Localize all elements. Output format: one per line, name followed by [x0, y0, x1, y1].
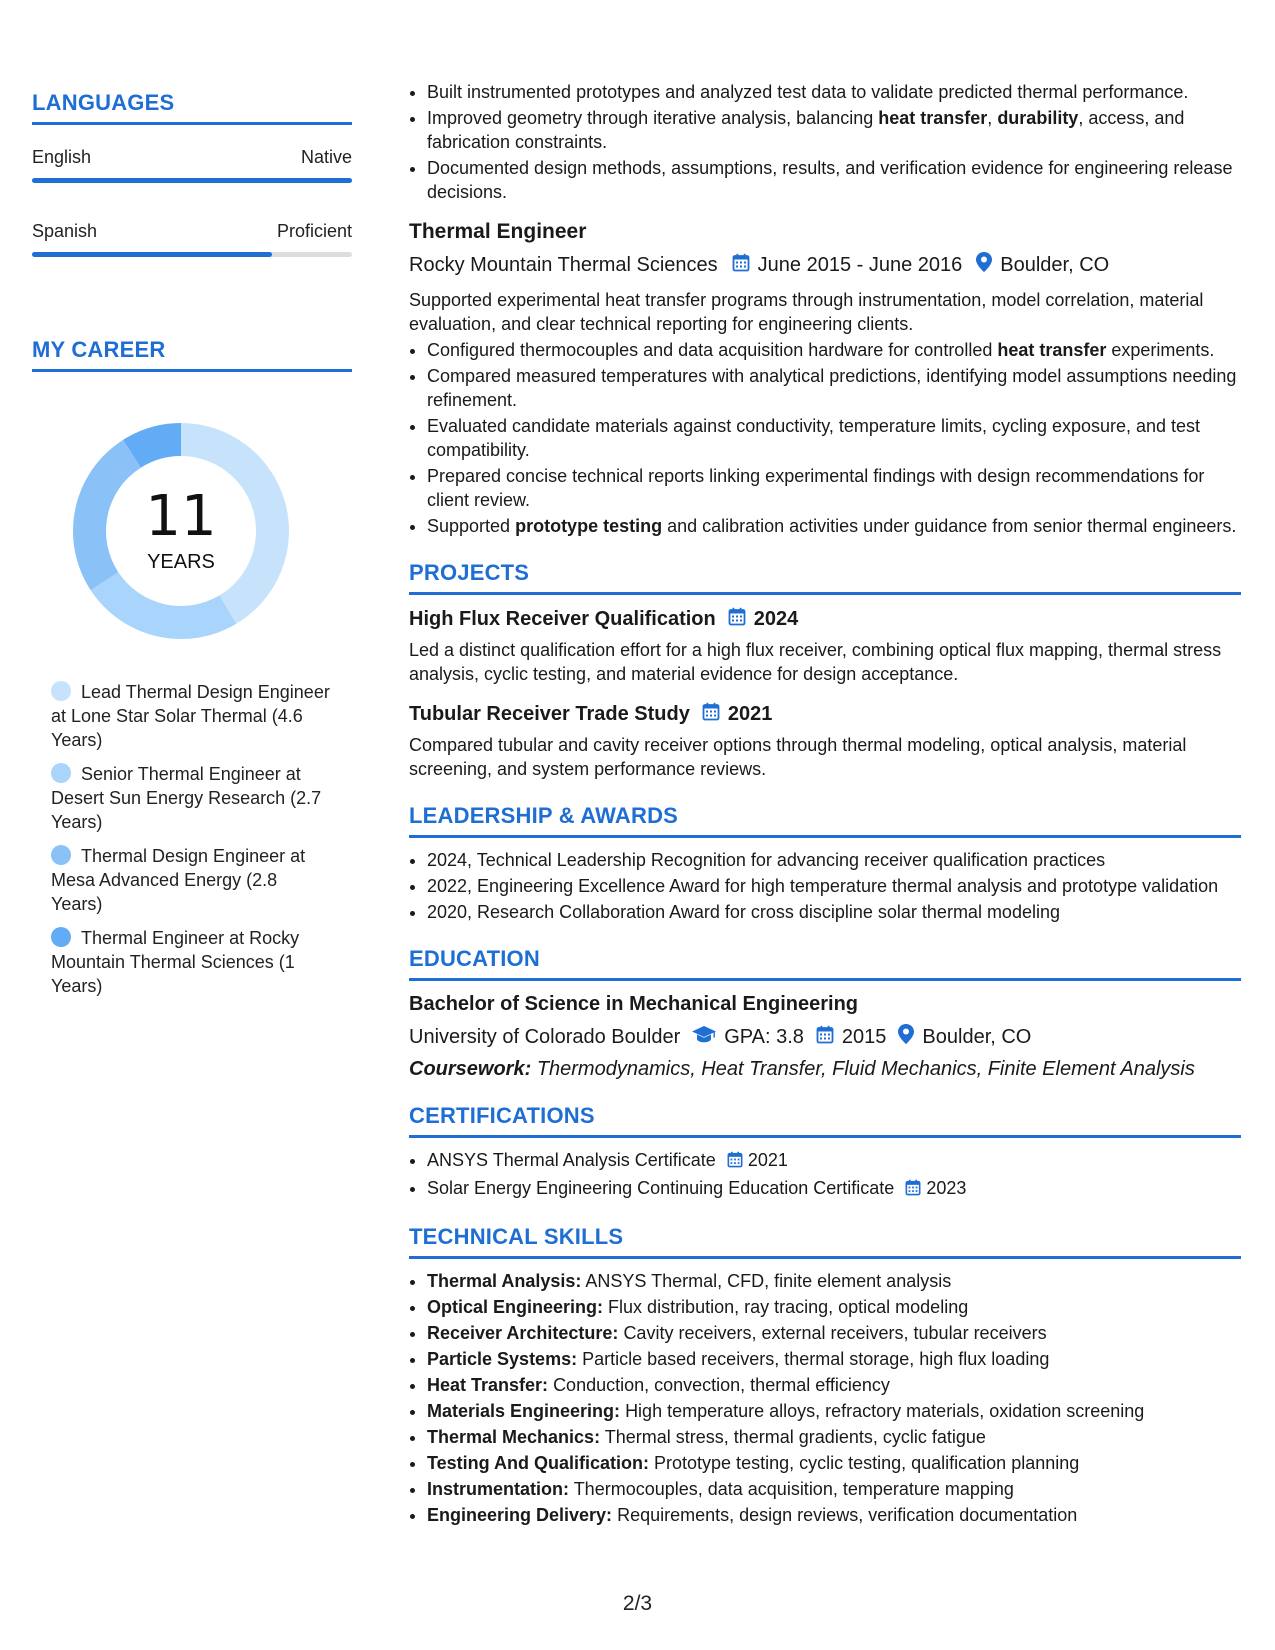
- bullet-item: • Documented design methods, assumptions, results, and verification evidence for engineering release decisions.: [427, 156, 1241, 204]
- projects-heading: PROJECTS: [409, 560, 1241, 595]
- project-year: 2021: [727, 703, 773, 725]
- previous-job-bullets: [409, 80, 1241, 204]
- location-pin-icon: [898, 1024, 914, 1050]
- legend-item: [51, 844, 331, 916]
- calendar-icon: [728, 607, 746, 632]
- legend-label: Thermal Design Engineer at Mesa Advanced Energy (2.8 Years): [51, 846, 306, 914]
- project-title: [409, 702, 1241, 727]
- coursework-label: Coursework:: [409, 1058, 532, 1080]
- project-name: High Flux Receiver Qualification: [409, 608, 716, 630]
- certification-item: • Solar Energy Engineering Continuing Education Certificate 2023: [427, 1176, 1241, 1202]
- certifications-heading: CERTIFICATIONS: [409, 1103, 1241, 1138]
- job-summary: Supported experimental heat transfer programs through instrumentation, model correlation, material evaluation, and clear technical reporting for engineering clients.: [409, 290, 1204, 334]
- language-item: [32, 147, 352, 183]
- education-location: Boulder, CO: [922, 1025, 1032, 1048]
- award-item: • 2022, Engineering Excellence Award for high temperature thermal analysis and prototype validation: [427, 874, 1241, 898]
- skill-item: • Optical Engineering: Flux distribution, ray tracing, optical modeling: [427, 1295, 1241, 1319]
- education-heading: EDUCATION: [409, 946, 1241, 981]
- bullet-item: • Improved geometry through iterative analysis, balancing heat transfer, durability, access, and fabrication constraints.: [427, 106, 1241, 154]
- project-title: [409, 607, 1241, 632]
- project-name: Tubular Receiver Trade Study: [409, 703, 690, 725]
- location-pin-icon: [976, 252, 992, 278]
- legend-item: [51, 926, 331, 998]
- calendar-icon: [727, 1150, 743, 1174]
- legend-dot: [51, 927, 71, 947]
- legend-label: Senior Thermal Engineer at Desert Sun Energy Research (2.7 Years): [51, 764, 322, 832]
- certification-item: • ANSYS Thermal Analysis Certificate 2021: [427, 1148, 1241, 1174]
- awards-list: [409, 848, 1241, 924]
- language-level: Proficient: [276, 221, 352, 241]
- skill-item: • Instrumentation: Thermocouples, data acquisition, temperature mapping: [427, 1477, 1241, 1501]
- legend-dot: [51, 681, 71, 701]
- skill-item: • Testing And Qualification: Prototype testing, cyclic testing, qualification planning: [427, 1451, 1241, 1475]
- legend-item: [51, 762, 331, 834]
- page-number: 2/3: [622, 1592, 653, 1615]
- award-item: • 2024, Technical Leadership Recognition for advancing receiver qualification practices: [427, 848, 1241, 872]
- language-bar-fill: [32, 252, 272, 257]
- language-name: English: [32, 147, 92, 167]
- gpa: GPA: 3.8: [724, 1025, 804, 1048]
- job-location: Boulder, CO: [1000, 253, 1110, 276]
- skills-list: [409, 1269, 1241, 1527]
- calendar-icon: [905, 1178, 921, 1202]
- award-item: • 2020, Research Collaboration Award for cross discipline solar thermal modeling: [427, 900, 1241, 924]
- language-item: [32, 221, 352, 257]
- calendar-icon: [816, 1025, 834, 1050]
- legend-dot: [51, 763, 71, 783]
- skills-section: [409, 1224, 1241, 1527]
- language-level: Native: [300, 147, 352, 167]
- job-bullets: [409, 338, 1241, 538]
- calendar-icon: [732, 253, 750, 278]
- career-section: [32, 337, 352, 998]
- job-meta: [409, 252, 1241, 278]
- coursework-list: Thermodynamics, Heat Transfer, Fluid Mechanics, Finite Element Analysis: [536, 1058, 1195, 1080]
- language-bar: [32, 178, 352, 183]
- education-section: [409, 946, 1241, 1081]
- job-company: Rocky Mountain Thermal Sciences: [409, 253, 718, 276]
- graduation-year: 2015: [841, 1025, 887, 1048]
- career-donut: [66, 416, 296, 646]
- legend-item: [51, 680, 331, 752]
- career-heading: MY CAREER: [32, 337, 352, 372]
- career-total-years: 11: [145, 483, 217, 549]
- graduation-cap-icon: [692, 1025, 716, 1049]
- skill-item: • Engineering Delivery: Requirements, design reviews, verification documentation: [427, 1503, 1241, 1527]
- skill-item: • Thermal Mechanics: Thermal stress, thermal gradients, cyclic fatigue: [427, 1425, 1241, 1449]
- calendar-icon: [702, 702, 720, 727]
- career-legend: [32, 680, 352, 998]
- legend-label: Lead Thermal Design Engineer at Lone Star Solar Thermal (4.6 Years): [51, 682, 330, 750]
- legend-dot: [51, 845, 71, 865]
- projects-section: [409, 560, 1241, 781]
- job-dates: June 2015 - June 2016: [757, 253, 963, 276]
- skill-item: • Receiver Architecture: Cavity receivers, external receivers, tubular receivers: [427, 1321, 1241, 1345]
- skill-item: • Thermal Analysis: ANSYS Thermal, CFD, finite element analysis: [427, 1269, 1241, 1293]
- coursework: [409, 1058, 1241, 1081]
- left-column: [32, 90, 352, 1008]
- job-entry: [409, 220, 1241, 538]
- school-name: University of Colorado Boulder: [409, 1025, 681, 1048]
- career-years-label: YEARS: [147, 550, 215, 573]
- job-title: Thermal Engineer: [409, 220, 587, 243]
- language-bar: [32, 252, 352, 257]
- skill-item: • Materials Engineering: High temperature alloys, refractory materials, oxidation screening: [427, 1399, 1241, 1423]
- legend-label: Thermal Engineer at Rocky Mountain Thermal Sciences (1 Years): [51, 928, 300, 996]
- language-bar-fill: [32, 178, 352, 183]
- bullet-item: • Built instrumented prototypes and analyzed test data to validate predicted thermal performance.: [427, 80, 1241, 104]
- language-name: Spanish: [32, 221, 98, 241]
- certifications-section: [409, 1103, 1241, 1202]
- bullet-item: • Configured thermocouples and data acquisition hardware for controlled heat transfer experiments.: [427, 338, 1241, 362]
- skill-item: • Particle Systems: Particle based receivers, thermal storage, high flux loading: [427, 1347, 1241, 1371]
- languages-heading: LANGUAGES: [32, 90, 352, 125]
- project-year: 2024: [753, 608, 799, 630]
- awards-heading: LEADERSHIP & AWARDS: [409, 803, 1241, 838]
- skill-item: • Heat Transfer: Conduction, convection, thermal efficiency: [427, 1373, 1241, 1397]
- certifications-list: [409, 1148, 1241, 1202]
- right-column: [409, 80, 1241, 1529]
- degree-title: Bachelor of Science in Mechanical Engineering: [409, 993, 859, 1015]
- awards-section: [409, 803, 1241, 924]
- bullet-item: • Supported prototype testing and calibration activities under guidance from senior thermal engineers.: [427, 514, 1241, 538]
- bullet-item: • Compared measured temperatures with analytical predictions, identifying model assumptions needing refinement.: [427, 364, 1241, 412]
- bullet-item: • Evaluated candidate materials against conductivity, temperature limits, cycling exposure, and test compatibility.: [427, 414, 1241, 462]
- education-meta: [409, 1024, 1241, 1050]
- bullet-item: • Prepared concise technical reports linking experimental findings with design recommendations for client review.: [427, 464, 1241, 512]
- project-description: Compared tubular and cavity receiver options through thermal modeling, optical analysis, material screening, and system performance reviews.: [409, 735, 1187, 779]
- project-description: Led a distinct qualification effort for a high flux receiver, combining optical flux mapping, thermal stress analysis, cyclic testing, and material evidence for design acceptance.: [409, 640, 1222, 684]
- skills-heading: TECHNICAL SKILLS: [409, 1224, 1241, 1259]
